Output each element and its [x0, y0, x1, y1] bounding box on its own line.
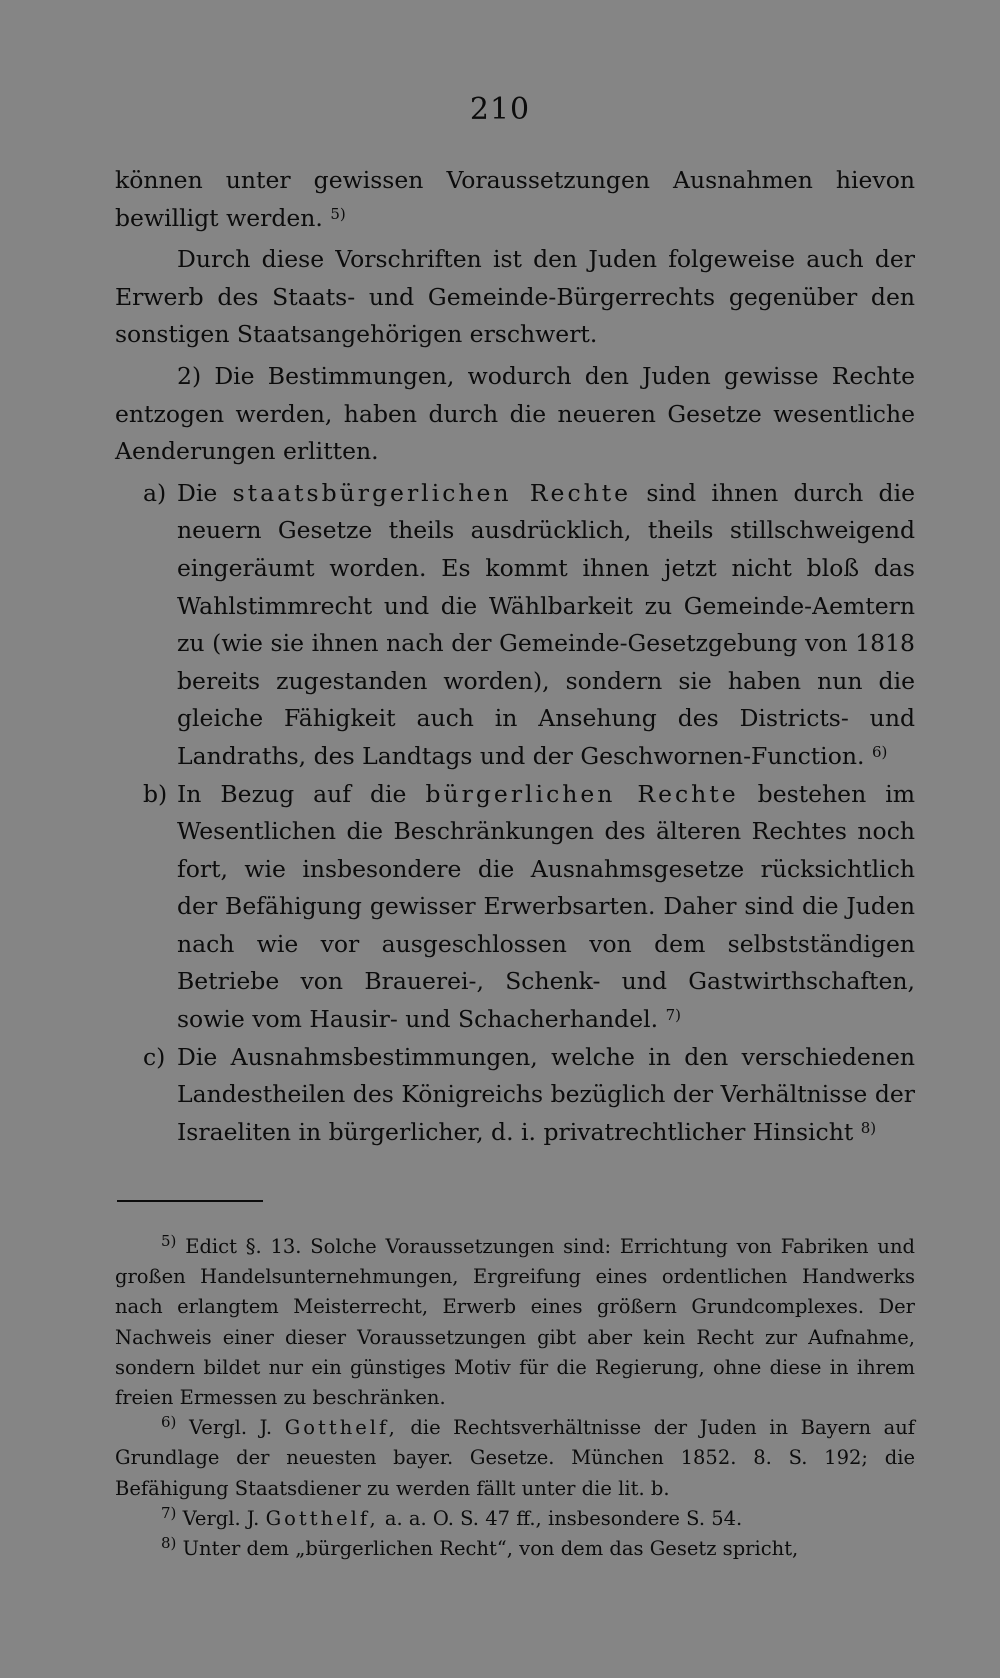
list-item-a: a) Die staatsbürgerlichen Rechte sind ihnen durch die neuern Gesetze theils ausdrücklich, theils stillschweigend eingeräumt worden. Es kommt ihnen jetzt nicht bloß das Wahlstimmrecht und die Wählbarkeit zu Gemeinde-Aemtern zu (wie sie ihnen nach der Gemeinde-Gesetzgebung von 1818 bereits zugestanden worden), sondern sie haben nun die gleiche Fähigkeit auch in Ansehung des Districts- und Landraths, des Landtags und der Geschwornen-Function. $^{6)}$	[115, 475, 915, 776]
footnote-ref-6: 6)	[871, 742, 888, 761]
paragraph-2: 2) Die Bestimmungen, wodurch den Juden gewisse Rechte entzogen werden, haben durch die neueren Gesetze wesentliche Aenderungen erlitten.	[115, 361, 915, 466]
list-marker: b)	[143, 779, 168, 808]
list-marker: a)	[143, 478, 167, 507]
list-item-b: b) In Bezug auf die bürgerlichen Rechte bestehen im Wesentlichen die Beschränkungen des älteren Rechtes noch fort, wie insbesondere die Ausnahmsgesetze rücksichtlich der Befähigung gewisser Erwerbsarten. Daher sind die Juden nach wie vor ausgeschlossen von dem selbstständigen Betriebe von Brauerei-, Schenk- und Gastwirthschaften, sowie vom Hausir- und Schacherhandel. $^{7)}$	[115, 776, 915, 1039]
emphasis: Gotthelf,	[284, 1416, 398, 1440]
paragraph-continuation: können unter gewissen Voraussetzungen Ausnahmen hievon bewilligt werden. $^{5)}$	[115, 166, 915, 232]
footnotes	[115, 1232, 915, 1564]
footnote-ref-8: 8)	[860, 1118, 877, 1137]
main-text	[115, 162, 915, 1151]
footnote-5: $^{5)}$ Edict §. 13. Solche Voraussetzungen sind: Errichtung von Fabriken und großen Handelsunternehmungen, Ergreifung eines ordentlichen Handwerks nach erlangtem Meisterrecht, Erwerb eines größern Grundcomplexes. Der Nachweis einer dieser Voraussetzungen gibt aber kein Recht zur Aufnahme, sondern bildet nur ein günstiges Motiv für die Regierung, ohne diese in ihrem freien Ermessen zu beschränken.	[115, 1232, 915, 1410]
page-number: 210	[469, 92, 531, 127]
emphasis: staatsbürgerlichen Rechte	[232, 478, 632, 507]
footnote-6: $^{6)}$ Vergl. J. Gotthelf, die Rechtsverhältnisse der Juden in Bayern auf Grundlage der neuesten bayer. Gesetze. München 1852. 8. S. 192; die Befähigung Staatsdiener zu werden fällt unter die lit. b.	[115, 1413, 915, 1500]
footnote-ref-5: 5)	[330, 204, 346, 223]
paragraph-1: Durch diese Vorschriften ist den Juden folgeweise auch der Erwerb des Staats- und Gemeinde-Bürgerrechts gegenüber den sonstigen Staatsangehörigen erschwert.	[115, 245, 915, 349]
footnote-separator	[117, 1200, 263, 1202]
emphasis: bürgerlichen Rechte	[425, 779, 739, 808]
list-item-c: c) Die Ausnahmsbestimmungen, welche in den verschiedenen Landestheilen des Königreichs bezüglich der Verhältnisse der Israeliten in bürgerlicher, d. i. privatrechtlicher Hinsicht $^{8)}$	[115, 1039, 915, 1152]
emphasis: Gotthelf,	[265, 1506, 379, 1530]
footnote-ref-7: 7)	[665, 1006, 681, 1025]
footnote-8: $^{8)}$ Unter dem „bürgerlichen Recht“, von dem das Gesetz spricht,	[161, 1534, 799, 1561]
list-marker: c)	[143, 1042, 166, 1071]
footnote-7: $^{7)}$ Vergl. J. Gotthelf, a. a. O. S. 47 ff., insbesondere S. 54.	[161, 1503, 743, 1530]
